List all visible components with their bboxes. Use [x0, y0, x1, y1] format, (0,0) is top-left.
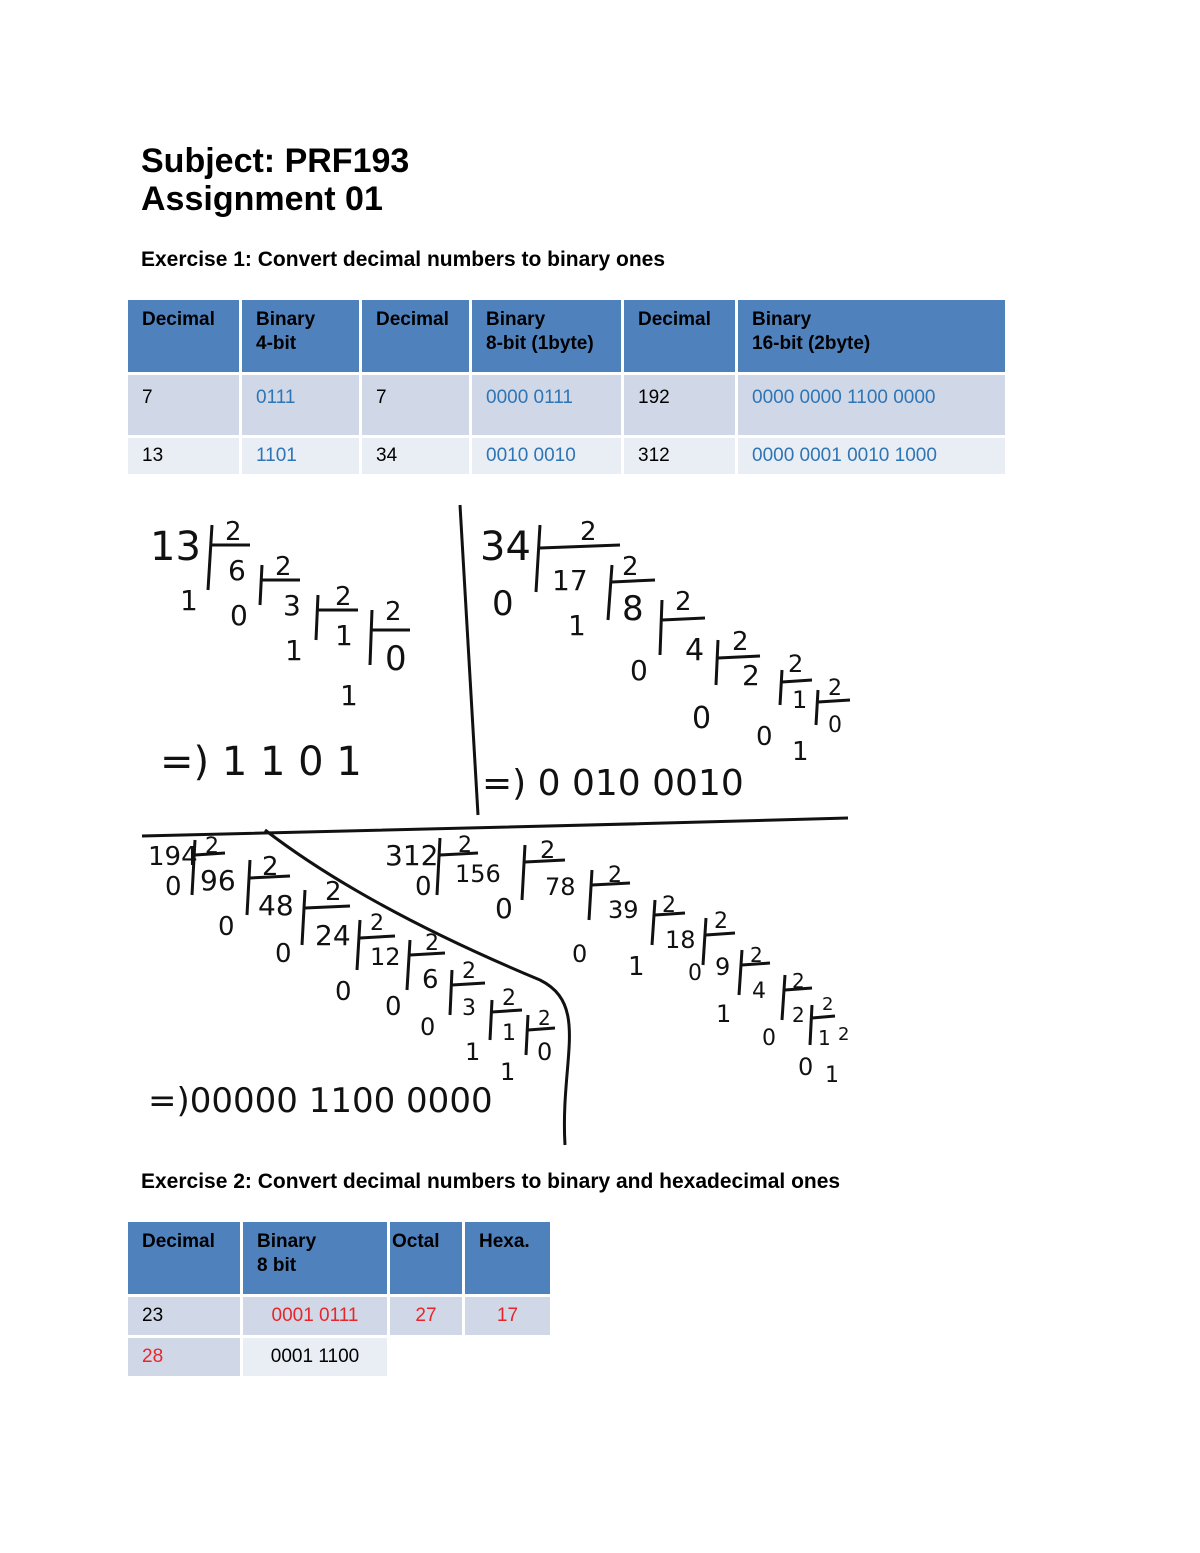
- hw-digit: 1: [502, 1021, 516, 1046]
- hw-digit: 0: [798, 1053, 814, 1081]
- hw-digit: 2: [742, 659, 760, 692]
- hw-digit: 0: [495, 892, 513, 925]
- hw-digit: 2: [462, 959, 476, 984]
- hw-digit: 0: [420, 1013, 436, 1041]
- hw-digit: 0: [537, 1038, 553, 1066]
- divider-horizontal: [142, 818, 848, 836]
- exercise2-table: [125, 1219, 553, 1379]
- hw-digit: 17: [552, 564, 588, 597]
- hw-result: =)00000 1100 0000: [148, 1081, 493, 1121]
- divider-vertical: [460, 505, 478, 815]
- hexa-cell: [465, 1338, 550, 1376]
- hw-digit: 1: [500, 1058, 516, 1086]
- hw-digit: 6: [228, 554, 246, 587]
- exercise1-heading: Exercise 1: Convert decimal numbers to binary ones: [141, 248, 666, 271]
- hw-digit: 39: [608, 896, 639, 924]
- hw-digit: 2: [732, 627, 749, 657]
- hw-digit: 2: [225, 517, 242, 547]
- binary-cell: 0111: [242, 375, 359, 435]
- hw-digit: 2: [675, 587, 692, 617]
- hw-digit: 2: [335, 582, 352, 612]
- decimal-cell: 312: [624, 438, 735, 474]
- binary-cell: 0000 0000 1100 0000: [738, 375, 1005, 435]
- hw-digit: 3: [462, 996, 476, 1021]
- octal-cell: [390, 1338, 462, 1376]
- header-binary-16bit: Binary 16-bit (2byte): [738, 300, 1005, 372]
- decimal-cell: 34: [362, 438, 469, 474]
- hw-digit: 0: [385, 639, 407, 679]
- hw-digit: 2: [788, 650, 804, 678]
- hw-digit: 2: [792, 1003, 805, 1027]
- decimal-cell: 7: [128, 375, 239, 435]
- hw-digit: 2: [205, 834, 219, 859]
- hw-digit: 0: [688, 961, 702, 986]
- hw-digit: 2: [822, 994, 834, 1015]
- decimal-cell: 13: [128, 438, 239, 474]
- assignment-title: Assignment 01: [141, 180, 383, 218]
- header-decimal: Decimal: [624, 300, 735, 372]
- hw-digit: 0: [756, 722, 773, 752]
- hw-digit: 1: [340, 679, 358, 712]
- hw-digit: 2: [662, 893, 676, 918]
- hw-digit: 0: [218, 912, 235, 942]
- binary-cell: 0000 0001 0010 1000: [738, 438, 1005, 474]
- binary-cell: 0001 0111: [243, 1297, 387, 1335]
- hw-digit: 8: [622, 589, 644, 629]
- hw-digit: 1: [465, 1038, 481, 1066]
- decimal-cell: 192: [624, 375, 735, 435]
- decimal-cell: 28: [128, 1338, 240, 1376]
- hw-digit: 9: [715, 953, 731, 981]
- hw-digit: 1: [568, 609, 586, 642]
- hw-digit: 2: [792, 969, 805, 993]
- hw-digit: 96: [200, 864, 236, 897]
- hw-digit: 2: [385, 597, 402, 627]
- hw-number: 34: [480, 524, 531, 570]
- decimal-cell: 7: [362, 375, 469, 435]
- hw-digit: 2: [838, 1024, 850, 1045]
- header-decimal: Decimal: [362, 300, 469, 372]
- hw-digit: 0: [492, 584, 514, 624]
- hw-digit: 2: [608, 863, 622, 888]
- hw-digit: 2: [714, 909, 728, 934]
- exercise2-header-row: [128, 1222, 550, 1294]
- hw-digit: 1: [180, 584, 198, 617]
- hw-digit: 2: [750, 943, 763, 967]
- hw-digit: 12: [370, 943, 401, 971]
- octal-cell: 27: [390, 1297, 462, 1335]
- hw-digit: 2: [540, 836, 556, 864]
- binary-cell: 0010 0010: [472, 438, 621, 474]
- hw-result: =) 1 1 0 1: [160, 739, 362, 785]
- hw-number: 13: [150, 524, 201, 570]
- hw-digit: 4: [685, 633, 705, 668]
- subject-title: Subject: PRF193: [141, 142, 410, 180]
- hw-digit: 0: [828, 713, 842, 738]
- hw-digit: 0: [335, 977, 352, 1007]
- hw-digit: 78: [545, 873, 576, 901]
- hw-digit: 0: [275, 939, 292, 969]
- hw-digit: 2: [502, 986, 516, 1011]
- hw-digit: 2: [370, 911, 384, 936]
- hw-digit: 0: [572, 940, 588, 968]
- hw-digit: 1: [792, 686, 808, 714]
- header-octal: Octal: [390, 1222, 462, 1294]
- hw-digit: 3: [283, 589, 301, 622]
- hw-digit: 0: [692, 701, 712, 736]
- hw-digit: 2: [262, 852, 279, 882]
- hw-digit: 2: [622, 552, 639, 582]
- hw-digit: 0: [165, 872, 182, 902]
- hw-digit: 2: [458, 833, 472, 858]
- hw-digit: 2: [425, 931, 439, 956]
- table-row: [128, 1297, 550, 1335]
- hw-digit: 2: [538, 1006, 551, 1030]
- hw-result: =) 0 010 0010: [482, 763, 744, 804]
- header-binary-4bit: Binary 4-bit: [242, 300, 359, 372]
- hw-number: 194: [148, 842, 198, 872]
- binary-cell: 1101: [242, 438, 359, 474]
- hexa-cell: 17: [465, 1297, 550, 1335]
- header-binary-8bit: Binary 8-bit (1byte): [472, 300, 621, 372]
- header-decimal: Decimal: [128, 1222, 240, 1294]
- header-binary-8bit: Binary 8 bit: [243, 1222, 387, 1294]
- hw-digit: 1: [716, 1000, 732, 1028]
- hw-digit: 1: [818, 1026, 831, 1050]
- hw-digit: 1: [825, 1063, 839, 1088]
- hw-digit: 2: [828, 676, 842, 701]
- hw-digit: 1: [792, 737, 809, 767]
- hw-digit: 156: [455, 860, 501, 888]
- header-decimal: Decimal: [128, 300, 239, 372]
- decimal-cell: 23: [128, 1297, 240, 1335]
- hw-number: 312: [385, 839, 439, 872]
- hw-digit: 1: [335, 619, 353, 652]
- hw-digit: 2: [275, 552, 292, 582]
- hw-digit: 2: [325, 877, 342, 907]
- hw-digit: 18: [665, 926, 696, 954]
- hw-digit: 0: [385, 992, 402, 1022]
- hw-digit: 6: [422, 965, 439, 995]
- hw-digit: 0: [630, 654, 648, 687]
- binary-cell: 0000 0111: [472, 375, 621, 435]
- hw-digit: 4: [752, 979, 766, 1004]
- hw-digit: 0: [762, 1026, 776, 1051]
- header-hexa: Hexa.: [465, 1222, 550, 1294]
- binary-cell: 0001 1100: [243, 1338, 387, 1376]
- table-row: [128, 1338, 550, 1376]
- hw-digit: 2: [580, 517, 597, 547]
- hw-digit: 24: [315, 919, 351, 952]
- hw-digit: 1: [285, 634, 303, 667]
- hw-digit: 1: [628, 952, 645, 982]
- hw-digit: 0: [230, 599, 248, 632]
- hw-digit: 0: [415, 872, 432, 902]
- exercise2-heading: Exercise 2: Convert decimal numbers to binary and hexadecimal ones: [141, 1170, 841, 1193]
- hw-digit: 48: [258, 889, 294, 922]
